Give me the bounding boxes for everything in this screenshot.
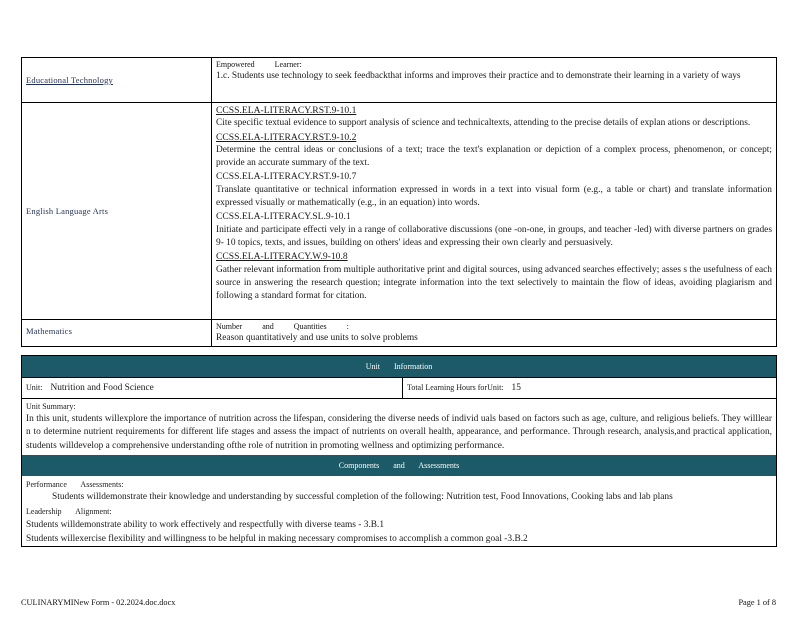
hours-value: 15 [511,383,521,393]
ela-standard-code-2[interactable]: CCSS.ELA-LITERACY.RST.9-10.2 [216,131,357,143]
unit-label: Unit: [26,383,43,392]
hours-label: Total Learning Hours forUnit: [407,383,504,392]
standards-table [21,57,777,347]
summary-label: Unit Summary: [26,402,76,411]
ela-standard-code-5[interactable]: CCSS.ELA-LITERACY.W.9-10.8 [216,251,348,263]
unit-information-header: Unit Information [22,356,776,377]
leadership-line-1: Students willdemonstrate ability to work effectively and respectfully with diverse teams - 3.B.1 [26,519,385,530]
hours-cell [402,378,776,398]
leadership-label: Leadership Alignment: [26,506,112,516]
ed-tech-standard-text: 1.c. Students use technology to seek feedbackthat informs and improves their practice and to demonstrate their learning in a variety of ways [216,71,741,81]
number-quantities-heading: Number and Quantities : [216,322,349,331]
math-standard-text: Reason quantitatively and use units to solve problems [216,333,418,343]
leadership-line-2: Students willexercise flexibility and willingness to be helpful in making necessary compromises to accomplish a common goal -3.B.2 [26,533,528,544]
subject-mathematics: Mathematics [26,326,73,336]
performance-label: Performance Assessments: [26,480,124,490]
unit-value: Nutrition and Food Science [50,383,154,393]
ela-standard-code-1[interactable]: CCSS.ELA-LITERACY.RST.9-10.1 [216,105,357,116]
unit-summary [22,398,776,455]
performance-item [36,491,772,504]
ela-standard-text-3: Translate quantitative or technical information expressed in words in a text into visual form (e.g., a table or chart) and translate information expressed visually or mathematically (e.g., in an equation) into words. [216,184,772,209]
row-mathematics [22,319,776,346]
performance-text: Students willdemonstrate their knowledge and understanding by successful completion of the following: Nutrition test, Food Innovations, Cooking labs and lab plans [52,492,673,503]
ela-standard-text-1: Cite specific textual evidence to support analysis of science and technicaltexts, attending to the precise details of explan ations or descriptions. [216,118,751,129]
ela-standard-code-4: CCSS.ELA-LITERACY.SL.9-10.1 [216,211,351,223]
subject-educational-technology: Educational Technology [26,75,113,85]
unit-cell [22,378,402,398]
ela-standard-code-3: CCSS.ELA-LITERACY.RST.9-10.7 [216,171,357,183]
subject-english-language-arts: English Language Arts [26,206,109,216]
ela-standard-text-4: Initiate and participate effecti vely in a range of collaborative discussions (one -on-one, in groups, and teacher -led) with diverse partners on grades 9- 10 topics, texts, and issues, building on others' ideas and expressing their own clearly and persuasively. [216,224,772,248]
ela-standard-text-2: Determine the central ideas or conclusions of a text; trace the text's explanation or depiction of a complex process, phenomenon, or concept; provide an accurate summary of the text. [216,144,772,169]
summary-text: In this unit, students willexplore the importance of nutrition across the lifespan, considering the diverse needs of individ uals based on factors such as age, culture, and religious beliefs. They willlear n to determine nutrient requirements for different life stages and assess the impact of nutrients on overall health, appearance, and performance. Through research, analysis,and practical application, students willdevelop a comprehensive understanding ofthe role of nutrition in promoting wellness and optimizing performance. [26,414,772,451]
unit-information-table [21,355,777,547]
ela-standard-text-5: Gather relevant information from multiple authoritative print and digital sources, using advanced searches effectively; asses s the usefulness of each source in answering the research question; integrate information into the text selectively to maintain the flow of ideas, avoiding plagiarism and following a standard format for citation. [216,264,772,302]
bullet-icon [36,491,52,504]
footer-page-number: Page 1 of 8 [738,598,776,607]
row-educational-technology [22,58,776,102]
empowered-learner-heading: Empowered Learner: [216,60,302,69]
footer-filename: CULINARYMINew Form - 02.2024.doc.docx [21,598,176,607]
performance-assessments [22,476,776,545]
unit-row [22,377,776,398]
components-assessments-header: Components and Assessments [22,455,776,476]
row-english-language-arts [22,102,776,319]
